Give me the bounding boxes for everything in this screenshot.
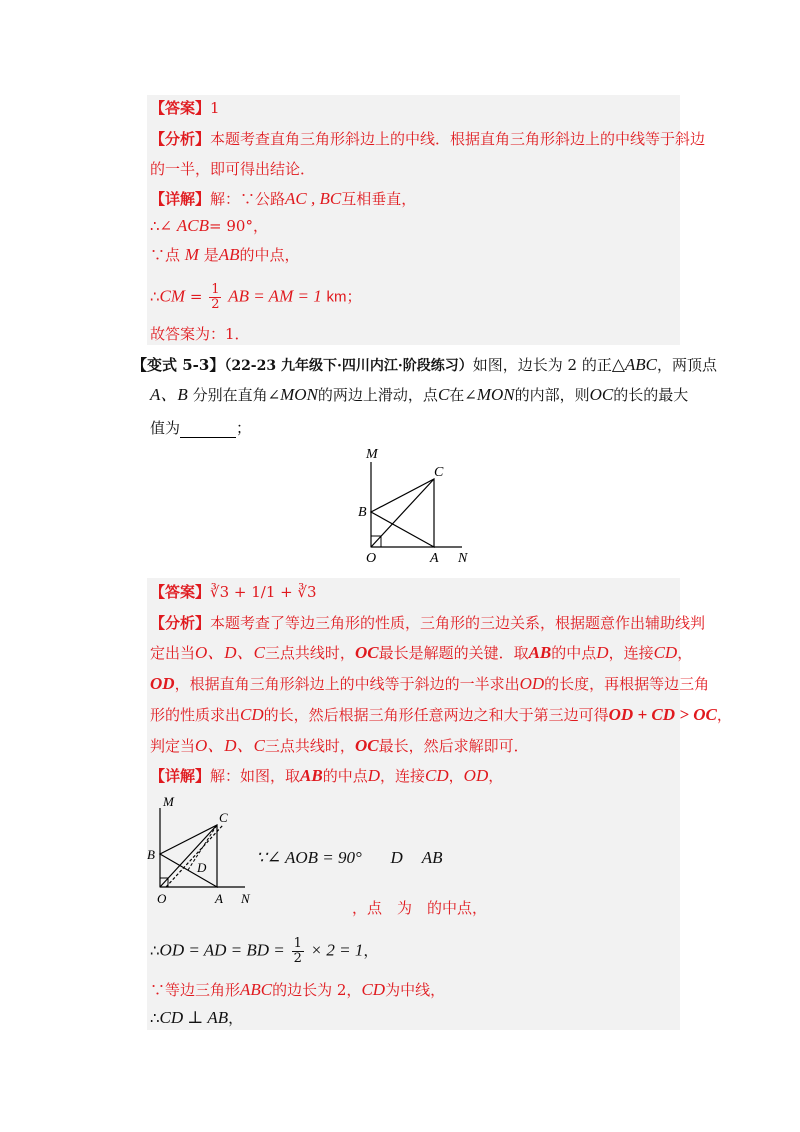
fraction-den: 2: [293, 951, 302, 966]
analysis-text: 本题考查了等边三角形的性质，三角形的三边关系，根据题意作出辅助线判: [210, 614, 706, 632]
analysis-text: ，连接: [608, 644, 654, 662]
math-cm: CM: [159, 286, 186, 306]
label-o: O: [366, 551, 377, 566]
analysis-tag: 【分析】: [150, 130, 211, 148]
math-prefix: ∴: [150, 941, 160, 960]
question-text: ；: [236, 419, 252, 437]
analysis-line-1: [150, 129, 705, 149]
final-answer-line: [150, 324, 250, 344]
math-ab: AB: [528, 643, 552, 662]
math-unit: km；: [326, 288, 362, 306]
final-answer: 故答案为：1．: [150, 325, 250, 343]
math-cd: CD: [240, 705, 264, 724]
variant-line-3: [150, 418, 251, 438]
math-expr: × 2 = 1: [310, 940, 364, 960]
fig-side-red-line: [352, 898, 487, 918]
math-triangle: △ABC: [611, 355, 658, 374]
answer-blank: [180, 423, 236, 438]
label-m: M: [163, 794, 174, 809]
math-cd: CD: [653, 643, 678, 662]
math-mon: MON: [280, 385, 318, 404]
math-eq: =: [189, 287, 203, 306]
detail-text: 为中线，: [385, 981, 446, 999]
analysis2-line-4: [150, 705, 732, 725]
label-a: A: [430, 551, 439, 566]
analysis2-line-2: [150, 643, 692, 663]
detail-tag: 【详解】: [150, 190, 211, 208]
variant-source: （22-23 九年级下·四川内江·阶段练习）: [224, 358, 473, 374]
math-d: D: [390, 848, 403, 867]
question-text: 分别在直角∠: [192, 386, 281, 404]
analysis-text: 定出当: [150, 644, 196, 662]
question-text: 的内部，则: [514, 386, 590, 404]
analysis-text: ，根据直角三角形斜边上的中线等于斜边的一半求出: [174, 675, 520, 693]
detail-text: ∵等边三角形: [150, 981, 241, 999]
analysis2-line-3: [150, 674, 709, 694]
math-od: OD: [150, 674, 175, 693]
variant-line-1: [132, 355, 717, 376]
math-od: OD: [519, 674, 545, 693]
fraction-den: 2: [211, 297, 220, 312]
label-n: N: [458, 551, 468, 566]
math-abc: ABC: [240, 980, 273, 999]
figure-2: [145, 792, 265, 910]
detail-text: ，点 为 的中点，: [352, 899, 488, 917]
detail-line-2: [150, 216, 268, 236]
math-d: D: [367, 766, 381, 785]
answer2-line: [150, 582, 317, 602]
detail-text: 互相垂直，: [341, 190, 417, 208]
detail2-line-perp: [150, 1008, 243, 1028]
detail-text: 解：∵公路: [210, 190, 286, 208]
math-expr: AB = AM = 1: [228, 286, 322, 306]
math-c: C: [437, 385, 450, 404]
answer-tag: 【答案】: [150, 99, 211, 117]
math-ab: AB: [300, 766, 323, 785]
label-o: O: [157, 891, 167, 906]
fraction-num: 1: [211, 282, 220, 297]
math-oc: OC: [354, 736, 379, 755]
question-text: 值为: [150, 419, 181, 437]
math-punct: ，: [228, 1009, 244, 1027]
math-prefix: ∴: [150, 1009, 160, 1027]
math-expr: OD = AD = BD =: [159, 940, 285, 960]
math-ab: A、B: [150, 385, 188, 404]
detail-text: 的中点: [322, 767, 368, 785]
math-ab: AB: [218, 245, 240, 264]
detail-line-1: [150, 189, 416, 209]
detail-text: ，: [488, 767, 504, 785]
math-oc: OC: [354, 643, 379, 662]
analysis-text: 的一半，即可得出结论．: [150, 160, 316, 178]
label-d: D: [197, 860, 207, 875]
math-prefix: ∴∠: [150, 217, 173, 235]
math-value: = 90°，: [209, 217, 268, 235]
math-d: D: [596, 643, 609, 662]
detail-tag: 【详解】: [150, 767, 211, 785]
math-prefix: ∴: [150, 287, 160, 306]
detail2-line-1: [150, 766, 503, 786]
math-odc: O、D、C: [195, 736, 265, 755]
analysis-text: 形的性质求出: [150, 706, 241, 724]
question-text: 的两边上滑动，点: [317, 386, 438, 404]
math-ac-bc: AC , BC: [285, 189, 342, 208]
math-inequality: OD + CD > OC: [608, 705, 717, 724]
analysis-tag: 【分析】: [150, 614, 211, 632]
analysis-text: 三点共线时，: [264, 737, 355, 755]
figure-1: [352, 442, 482, 567]
analysis-line-2: [150, 159, 315, 179]
detail-text: ，: [448, 767, 464, 785]
answer-value: 1: [210, 99, 220, 117]
math-prefix: ∵点: [150, 246, 181, 264]
math-mon: MON: [476, 385, 515, 404]
answer-value: ∛3 + 1/1 + ∛3: [210, 583, 317, 601]
math-cd: CD: [361, 980, 386, 999]
analysis-text: 判定当: [150, 737, 196, 755]
math-aob: ∵∠ AOB = 90°: [256, 848, 362, 867]
analysis-text: 三点共线时，: [264, 644, 355, 662]
detail-line-3: [150, 245, 300, 265]
analysis-text: 的中点: [551, 644, 597, 662]
detail-line-4: [150, 283, 361, 312]
question-text: 在∠: [449, 386, 477, 404]
label-c: C: [219, 810, 228, 825]
analysis2-line-1: [150, 613, 705, 633]
question-text: 的长的最大: [613, 386, 689, 404]
detail-text: 的边长为 2，: [272, 981, 362, 999]
analysis-text: 最长是解题的关键．取: [378, 644, 529, 662]
math-ab: AB: [421, 848, 443, 867]
label-m: M: [366, 447, 378, 462]
detail2-line-tri: [150, 980, 445, 1000]
detail-text: 是: [203, 246, 219, 264]
detail-text: ，连接: [380, 767, 426, 785]
label-b: B: [147, 847, 155, 862]
label-a: A: [215, 891, 223, 906]
label-n: N: [241, 891, 250, 906]
fig-side-line: [256, 848, 443, 868]
detail2-line-od: [150, 937, 378, 966]
math-m: M: [184, 245, 199, 264]
variant-line-2: [150, 385, 688, 405]
fraction-half: [292, 937, 304, 966]
analysis-text: 的长度，再根据等边三角: [544, 675, 710, 693]
analysis-text: ，: [716, 706, 732, 724]
math-odc: O、D、C: [195, 643, 265, 662]
variant-tag: 【变式 5-3】: [132, 356, 225, 374]
question-text: ，两顶点: [657, 356, 718, 374]
label-c: C: [434, 465, 444, 480]
detail-text: 解：如图，取: [210, 767, 301, 785]
answer-tag: 【答案】: [150, 583, 211, 601]
analysis-text: 的长，然后根据三角形任意两边之和大于第三边可得: [263, 706, 609, 724]
math-oc: OC: [589, 385, 614, 404]
math-od: OD: [463, 766, 489, 785]
analysis-text: 本题考查直角三角形斜边上的中线．根据直角三角形斜边上的中线等于斜边: [210, 130, 706, 148]
math-expr: CD ⊥ AB: [159, 1008, 229, 1027]
math-cd: CD: [425, 766, 449, 785]
analysis-text: 最长，然后求解即可．: [378, 737, 529, 755]
detail-text: 的中点，: [239, 246, 300, 264]
fraction-num: 1: [293, 936, 302, 951]
label-b: B: [358, 505, 367, 520]
question-text: 如图，边长为 2 的正: [472, 356, 612, 374]
answer-line-1: [150, 98, 220, 118]
math-punct: ，: [363, 941, 379, 960]
fraction-half: [209, 283, 221, 312]
math-expr: ACB: [176, 216, 210, 235]
analysis2-line-5: [150, 736, 529, 756]
analysis-text: ，: [677, 644, 693, 662]
